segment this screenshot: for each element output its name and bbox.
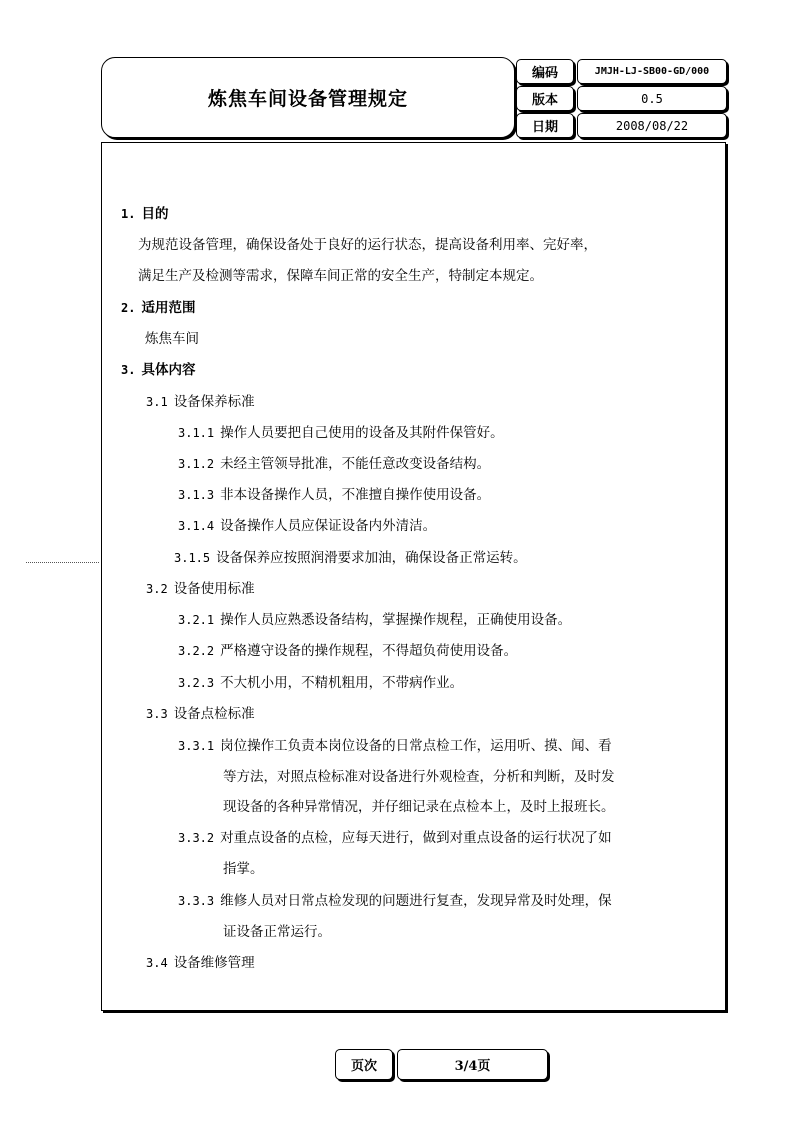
date-label: 日期 (516, 113, 574, 138)
list-item-3-3-2-line-1: 3.3.2 对重点设备的点检，应每天进行，做到对重点设备的运行状况了如 (178, 830, 612, 846)
date-value: 2008/08/22 (577, 113, 727, 138)
subsection-3-4-heading: 3.4 设备维修管理 (146, 955, 255, 971)
subsection-3-1-heading: 3.1 设备保养标准 (146, 394, 255, 410)
list-item-3-1-4: 3.1.4 设备操作人员应保证设备内外清洁。 (178, 518, 437, 534)
list-item-3-1-3: 3.1.3 非本设备操作人员，不准擅自操作使用设备。 (178, 487, 491, 503)
document-title-box (101, 57, 515, 138)
page-number-value: 3/4页 (397, 1049, 548, 1080)
list-item-3-2-3: 3.2.3 不大机小用，不精机粗用，不带病作业。 (178, 675, 464, 691)
document-title: 炼焦车间设备管理规定 (207, 88, 408, 110)
list-item-3-3-3-line-2: 证设备正常运行。 (223, 924, 331, 940)
list-item-3-3-2-line-2: 指掌。 (223, 861, 264, 877)
section-2-heading: 2. 适用范围 (121, 300, 196, 316)
code-label: 编码 (516, 59, 574, 84)
subsection-3-3-heading: 3.3 设备点检标准 (146, 706, 255, 722)
version-value: 0.5 (577, 86, 727, 111)
section-1-paragraph-line-1: 为规范设备管理，确保设备处于良好的运行状态，提高设备利用率、完好率， (138, 237, 597, 253)
list-item-3-1-2: 3.1.2 未经主管领导批准，不能任意改变设备结构。 (178, 456, 491, 472)
margin-dotted-rule (26, 562, 99, 563)
list-item-3-2-2: 3.2.2 严格遵守设备的操作规程，不得超负荷使用设备。 (178, 643, 518, 659)
list-item-3-3-1-line-1: 3.3.1 岗位操作工负责本岗位设备的日常点检工作，运用听、摸、闻、看 (178, 738, 612, 754)
list-item-3-3-1-line-2: 等方法，对照点检标准对设备进行外观检查，分析和判断，及时发 (223, 769, 615, 785)
version-label: 版本 (516, 86, 574, 111)
page-number-label: 页次 (335, 1049, 393, 1080)
section-1-paragraph-line-2: 满足生产及检测等需求，保障车间正常的安全生产，特制定本规定。 (138, 268, 543, 284)
subsection-3-2-heading: 3.2 设备使用标准 (146, 581, 255, 597)
section-3-heading: 3. 具体内容 (121, 362, 196, 378)
section-2-paragraph: 炼焦车间 (145, 331, 199, 347)
list-item-3-2-1: 3.2.1 操作人员应熟悉设备结构，掌握操作规程，正确使用设备。 (178, 612, 572, 628)
section-1-heading: 1. 目的 (121, 206, 169, 222)
list-item-3-1-5: 3.1.5 设备保养应按照润滑要求加油，确保设备正常运转。 (174, 550, 527, 566)
list-item-3-3-3-line-1: 3.3.3 维修人员对日常点检发现的问题进行复查，发现异常及时处理，保 (178, 893, 612, 909)
code-value: JMJH-LJ-SB00-GD/000 (577, 59, 727, 84)
list-item-3-1-1: 3.1.1 操作人员要把自己使用的设备及其附件保管好。 (178, 425, 504, 441)
list-item-3-3-1-line-3: 现设备的各种异常情况，并仔细记录在点检本上，及时上报班长。 (223, 799, 615, 815)
